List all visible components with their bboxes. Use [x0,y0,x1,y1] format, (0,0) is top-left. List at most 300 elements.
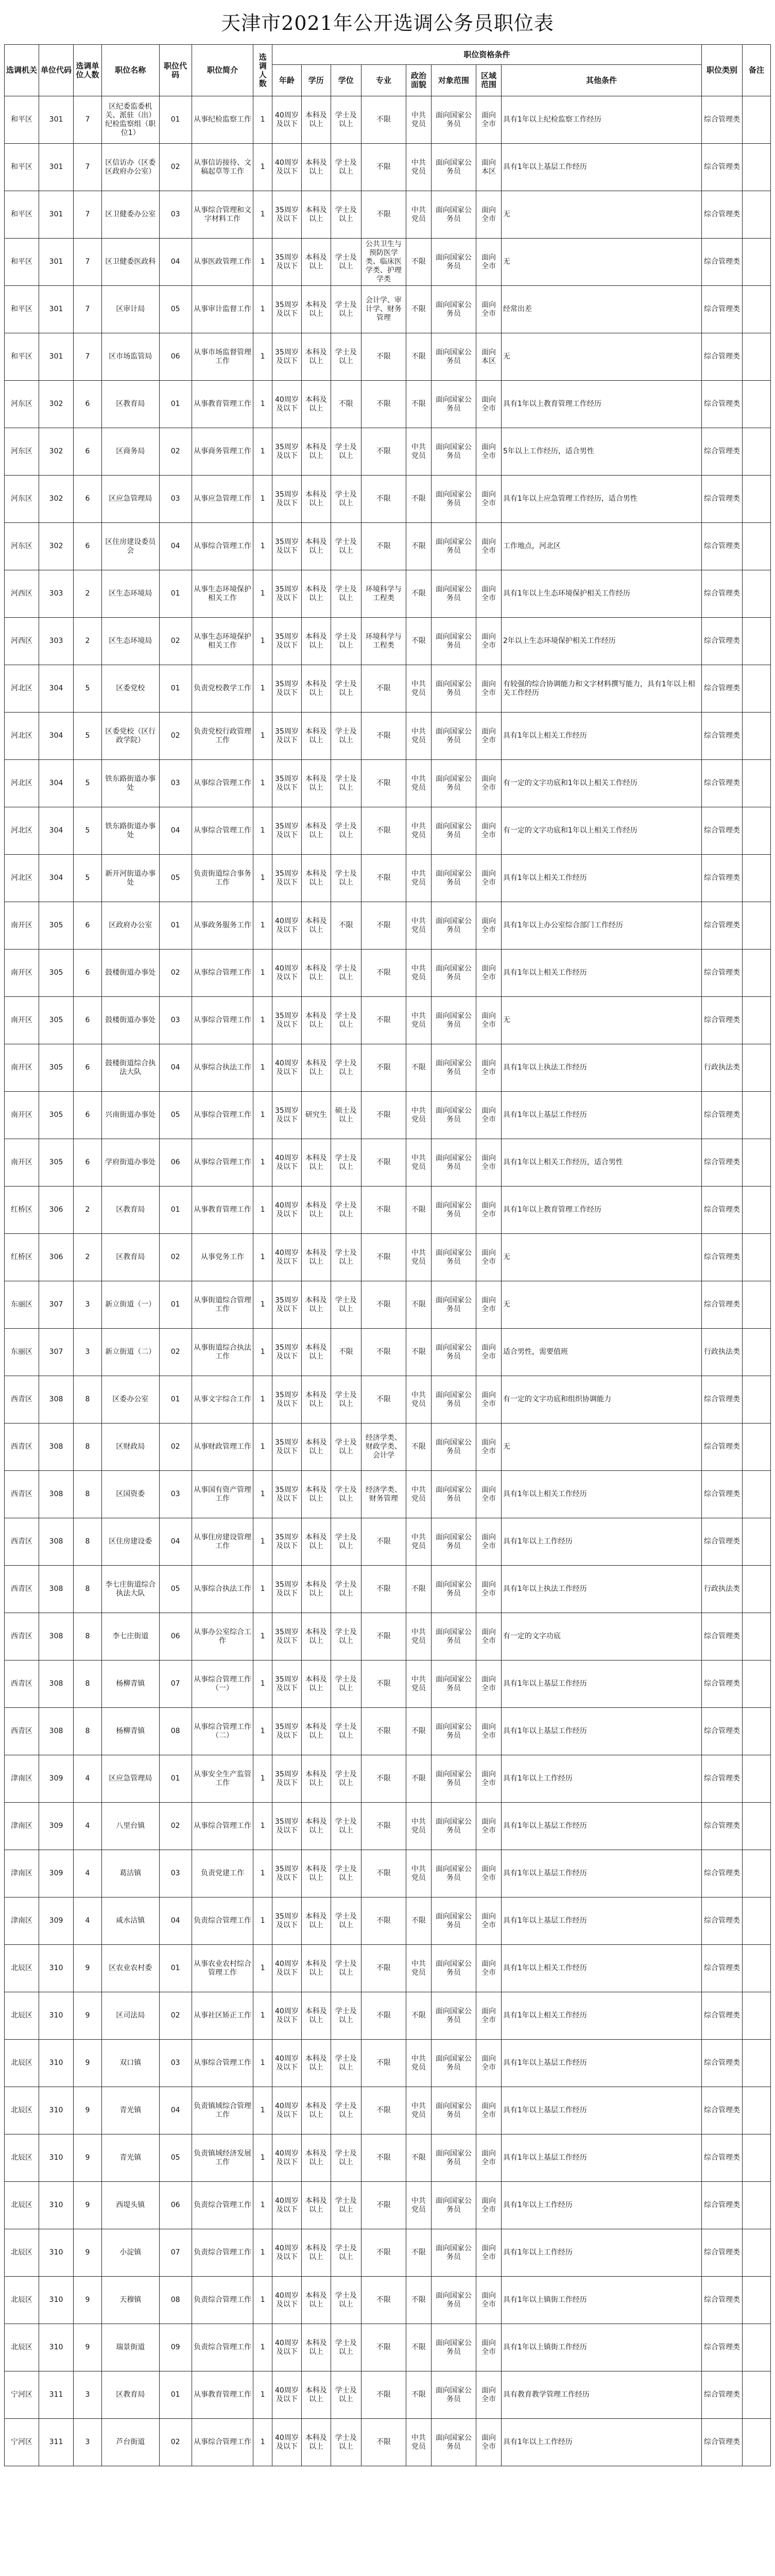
cell-other: 具有1年以上相关工作经历 [501,855,701,902]
cell-other: 无 [501,239,701,286]
cell-degree: 学士及以上 [331,1281,361,1329]
cell-post-code: 07 [159,1660,192,1708]
cell-unit-code: 301 [39,333,74,381]
cell-category: 综合管理类 [701,1897,742,1945]
cell-major: 不限 [361,1850,406,1897]
cell-region: 面向全市 [476,1850,502,1897]
cell-post-desc: 从事应急管理工作 [192,476,253,523]
cell-post-desc: 负责综合管理工作 [192,2277,253,2324]
cell-plan: 1 [253,96,272,144]
cell-other: 具有1年以上相关工作经历 [501,1471,701,1518]
cell-political: 不限 [406,523,432,570]
cell-other: 经常出差 [501,286,701,333]
cell-target: 面向国家公务员 [431,1897,476,1945]
cell-post-desc: 从事综合管理工作 [192,760,253,807]
cell-age: 35周岁及以下 [272,1471,302,1518]
cell-degree: 学士及以上 [331,807,361,855]
cell-political: 中共党员 [406,191,432,239]
cell-target: 面向国家公务员 [431,239,476,286]
cell-degree: 学士及以上 [331,1518,361,1566]
cell-unit-count: 7 [74,191,102,239]
cell-remark [743,997,771,1044]
cell-post-desc: 从事综合管理工作 [192,2419,253,2466]
cell-agency: 津南区 [5,1897,39,1945]
cell-target: 面向国家公务员 [431,1566,476,1613]
cell-post-name: 区住房建设委 [101,1518,159,1566]
cell-remark [743,1803,771,1850]
cell-post-code: 01 [159,1755,192,1803]
cell-plan: 1 [253,2087,272,2134]
cell-post-code: 01 [159,665,192,713]
cell-post-name: 瑞景街道 [101,2324,159,2371]
cell-education: 本科及以上 [301,665,331,713]
cell-degree: 学士及以上 [331,2371,361,2419]
cell-post-desc: 从事综合管理和文字材料工作 [192,191,253,239]
cell-major: 不限 [361,2182,406,2229]
cell-post-name: 葛沽镇 [101,1850,159,1897]
cell-category: 综合管理类 [701,1850,742,1897]
cell-post-code: 02 [159,713,192,760]
cell-target: 面向国家公务员 [431,1945,476,1992]
cell-remark [743,2371,771,2419]
cell-age: 35周岁及以下 [272,665,302,713]
table-row [5,997,771,1044]
cell-other: 具有1年以上镇街工作经历 [501,2277,701,2324]
table-row [5,2324,771,2371]
cell-degree: 学士及以上 [331,1423,361,1471]
cell-plan: 1 [253,1992,272,2040]
table-row [5,713,771,760]
cell-major: 不限 [361,1945,406,1992]
cell-post-code: 06 [159,333,192,381]
cell-age: 40周岁及以下 [272,1234,302,1281]
cell-unit-count: 6 [74,428,102,476]
table-row [5,2182,771,2229]
cell-post-name: 天穆镇 [101,2277,159,2324]
cell-political: 不限 [406,2371,432,2419]
cell-category: 综合管理类 [701,1471,742,1518]
cell-unit-code: 307 [39,1329,74,1376]
cell-post-code: 02 [159,144,192,191]
cell-remark [743,1850,771,1897]
table-body [5,96,771,2466]
cell-unit-code: 308 [39,1376,74,1423]
cell-education: 本科及以上 [301,570,331,618]
cell-target: 面向国家公务员 [431,191,476,239]
cell-other: 无 [501,997,701,1044]
cell-post-name: 区应急管理局 [101,476,159,523]
cell-other: 具有教育教学管理工作经历 [501,2371,701,2419]
cell-other: 5年以上工作经历，适合男性 [501,428,701,476]
cell-major: 不限 [361,997,406,1044]
cell-unit-count: 9 [74,2324,102,2371]
cell-target: 面向国家公务员 [431,476,476,523]
cell-unit-count: 5 [74,665,102,713]
cell-degree: 学士及以上 [331,760,361,807]
cell-region: 面向全市 [476,1613,502,1660]
cell-plan: 1 [253,333,272,381]
cell-post-desc: 负责党校教学工作 [192,665,253,713]
cell-target: 面向国家公务员 [431,1850,476,1897]
table-row [5,1992,771,2040]
cell-post-name: 区教育局 [101,1187,159,1234]
cell-post-desc: 从事综合管理工作 [192,997,253,1044]
cell-degree: 学士及以上 [331,1613,361,1660]
cell-unit-code: 301 [39,239,74,286]
cell-unit-count: 8 [74,1708,102,1755]
cell-other: 具有1年以上应急管理工作经历，适合男性 [501,476,701,523]
cell-unit-count: 6 [74,476,102,523]
cell-remark [743,1281,771,1329]
cell-unit-code: 305 [39,1139,74,1187]
cell-target: 面向国家公务员 [431,1044,476,1092]
table-row [5,1850,771,1897]
cell-unit-count: 4 [74,1897,102,1945]
cell-post-code: 02 [159,1234,192,1281]
cell-post-name: 杨柳青镇 [101,1708,159,1755]
cell-education: 本科及以上 [301,950,331,997]
cell-age: 40周岁及以下 [272,2182,302,2229]
cell-degree: 学士及以上 [331,1471,361,1518]
cell-post-desc: 从事市场监督管理工作 [192,333,253,381]
cell-age: 40周岁及以下 [272,2324,302,2371]
cell-category: 综合管理类 [701,286,742,333]
cell-category: 综合管理类 [701,1518,742,1566]
cell-political: 不限 [406,381,432,428]
cell-post-desc: 从事综合管理工作 [192,1803,253,1850]
cell-remark [743,713,771,760]
cell-post-desc: 从事商务管理工作 [192,428,253,476]
cell-remark [743,381,771,428]
table-row [5,2419,771,2466]
cell-unit-code: 308 [39,1660,74,1708]
cell-category: 综合管理类 [701,1613,742,1660]
cell-category: 综合管理类 [701,1234,742,1281]
table-row [5,1423,771,1471]
cell-other: 有一定的文字功底和1年以上相关工作经历 [501,760,701,807]
cell-remark [743,2134,771,2182]
cell-plan: 1 [253,191,272,239]
cell-post-name: 咸水沽镇 [101,1897,159,1945]
cell-remark [743,428,771,476]
cell-degree: 学士及以上 [331,1234,361,1281]
table-row [5,191,771,239]
header-post-code: 职位代码 [159,45,192,96]
cell-political: 不限 [406,1329,432,1376]
cell-degree: 学士及以上 [331,950,361,997]
cell-major: 不限 [361,760,406,807]
cell-region: 面向全市 [476,2371,502,2419]
cell-age: 40周岁及以下 [272,950,302,997]
cell-major: 不限 [361,2040,406,2087]
cell-region: 面向全市 [476,2229,502,2277]
cell-major: 不限 [361,1992,406,2040]
cell-category: 行政执法类 [701,1566,742,1613]
cell-post-code: 03 [159,2040,192,2087]
header-region: 区域范围 [476,65,502,96]
cell-degree: 硕士及以上 [331,1092,361,1139]
cell-unit-code: 304 [39,760,74,807]
cell-post-name: 区卫健委医政科 [101,239,159,286]
cell-degree: 学士及以上 [331,1187,361,1234]
cell-post-name: 鼓楼街道办事处 [101,997,159,1044]
cell-political: 中共党员 [406,2087,432,2134]
cell-remark [743,902,771,950]
cell-political: 不限 [406,618,432,665]
cell-major: 不限 [361,1329,406,1376]
cell-plan: 1 [253,1092,272,1139]
table-row [5,144,771,191]
cell-post-code: 03 [159,476,192,523]
cell-region: 面向全市 [476,618,502,665]
cell-post-code: 04 [159,523,192,570]
cell-plan: 1 [253,1187,272,1234]
document-title: 天津市2021年公开选调公务员职位表 [221,12,554,35]
cell-degree: 学士及以上 [331,855,361,902]
cell-plan: 1 [253,1897,272,1945]
cell-plan: 1 [253,902,272,950]
cell-political: 不限 [406,476,432,523]
cell-education: 本科及以上 [301,1044,331,1092]
table-header-row [5,45,771,65]
cell-region: 面向全市 [476,381,502,428]
cell-political: 中共党员 [406,807,432,855]
cell-region: 面向全市 [476,1945,502,1992]
cell-post-desc: 从事教育管理工作 [192,2371,253,2419]
cell-education: 本科及以上 [301,2419,331,2466]
cell-political: 不限 [406,239,432,286]
cell-major: 不限 [361,855,406,902]
cell-unit-code: 305 [39,1092,74,1139]
cell-agency: 河西区 [5,570,39,618]
cell-plan: 1 [253,1613,272,1660]
header-age: 年龄 [272,65,302,96]
cell-other: 具有1年以上基层工作经历 [501,2087,701,2134]
cell-unit-code: 305 [39,997,74,1044]
cell-age: 40周岁及以下 [272,1992,302,2040]
cell-age: 40周岁及以下 [272,902,302,950]
cell-education: 本科及以上 [301,1992,331,2040]
cell-education: 本科及以上 [301,2087,331,2134]
cell-category: 综合管理类 [701,381,742,428]
cell-post-desc: 从事国有资产管理工作 [192,1471,253,1518]
cell-degree: 学士及以上 [331,1376,361,1423]
cell-remark [743,1566,771,1613]
cell-plan: 1 [253,523,272,570]
cell-major: 不限 [361,1755,406,1803]
cell-remark [743,807,771,855]
cell-major: 不限 [361,1187,406,1234]
cell-region: 面向全市 [476,2419,502,2466]
cell-degree: 学士及以上 [331,2040,361,2087]
cell-remark [743,1092,771,1139]
cell-unit-code: 309 [39,1850,74,1897]
cell-age: 40周岁及以下 [272,381,302,428]
cell-education: 本科及以上 [301,523,331,570]
cell-major: 不限 [361,1518,406,1566]
cell-target: 面向国家公务员 [431,1139,476,1187]
cell-unit-count: 2 [74,1234,102,1281]
cell-remark [743,1992,771,2040]
cell-other: 具有1年以上工作经历 [501,1755,701,1803]
cell-post-name: 双口镇 [101,2040,159,2087]
cell-category: 综合管理类 [701,1139,742,1187]
cell-plan: 1 [253,1329,272,1376]
cell-agency: 西青区 [5,1613,39,1660]
cell-post-desc: 负责综合管理工作 [192,1897,253,1945]
cell-unit-code: 301 [39,144,74,191]
cell-post-name: 区财政局 [101,1423,159,1471]
table-row [5,1566,771,1613]
cell-region: 面向本区 [476,333,502,381]
cell-unit-count: 2 [74,570,102,618]
cell-degree: 不限 [331,902,361,950]
cell-political: 不限 [406,1755,432,1803]
cell-unit-code: 304 [39,807,74,855]
cell-post-name: 八里台镇 [101,1803,159,1850]
cell-degree: 学士及以上 [331,618,361,665]
cell-remark [743,191,771,239]
cell-post-desc: 负责综合管理工作 [192,2182,253,2229]
cell-degree: 学士及以上 [331,997,361,1044]
cell-major: 不限 [361,950,406,997]
cell-unit-count: 4 [74,1803,102,1850]
cell-region: 面向全市 [476,2182,502,2229]
cell-post-name: 学府街道办事处 [101,1139,159,1187]
cell-target: 面向国家公务员 [431,1803,476,1850]
cell-post-name: 区商务局 [101,428,159,476]
cell-political: 中共党员 [406,1234,432,1281]
cell-unit-code: 303 [39,618,74,665]
cell-target: 面向国家公务员 [431,96,476,144]
cell-degree: 学士及以上 [331,2277,361,2324]
cell-political: 不限 [406,333,432,381]
cell-region: 面向全市 [476,2277,502,2324]
cell-other: 具有1年以上基层工作经历 [501,1092,701,1139]
table-row [5,1234,771,1281]
table-row [5,1803,771,1850]
cell-target: 面向国家公务员 [431,1518,476,1566]
cell-political: 中共党员 [406,1945,432,1992]
cell-region: 面向全市 [476,1423,502,1471]
cell-post-code: 04 [159,2087,192,2134]
cell-post-desc: 从事街道综合管理工作 [192,1281,253,1329]
cell-agency: 北辰区 [5,2324,39,2371]
cell-age: 40周岁及以下 [272,2087,302,2134]
cell-education: 本科及以上 [301,191,331,239]
cell-education: 本科及以上 [301,1376,331,1423]
cell-post-desc: 负责综合管理工作 [192,2229,253,2277]
table-row [5,855,771,902]
cell-degree: 学士及以上 [331,1708,361,1755]
cell-education: 本科及以上 [301,2229,331,2277]
cell-remark [743,2087,771,2134]
header-category: 职位类别 [701,45,742,96]
cell-region: 面向全市 [476,286,502,333]
cell-post-name: 区委办公室 [101,1376,159,1423]
cell-target: 面向国家公务员 [431,428,476,476]
table-row [5,1281,771,1329]
cell-other: 具有1年以上基层工作经历 [501,1660,701,1708]
cell-political: 不限 [406,570,432,618]
cell-post-code: 02 [159,1329,192,1376]
cell-remark [743,523,771,570]
cell-other: 适合男性，需要值班 [501,1329,701,1376]
table-row [5,2229,771,2277]
cell-post-desc: 从事综合管理工作 [192,1092,253,1139]
cell-education: 本科及以上 [301,760,331,807]
cell-age: 40周岁及以下 [272,2040,302,2087]
cell-education: 本科及以上 [301,381,331,428]
cell-plan: 1 [253,1850,272,1897]
cell-education: 本科及以上 [301,997,331,1044]
cell-agency: 南开区 [5,997,39,1044]
cell-unit-count: 4 [74,1755,102,1803]
cell-political: 中共党员 [406,1092,432,1139]
cell-age: 35周岁及以下 [272,1897,302,1945]
cell-education: 本科及以上 [301,1139,331,1187]
cell-region: 面向全市 [476,2087,502,2134]
cell-post-code: 01 [159,96,192,144]
cell-post-code: 04 [159,1044,192,1092]
cell-remark [743,1471,771,1518]
cell-education: 本科及以上 [301,239,331,286]
cell-unit-code: 310 [39,2182,74,2229]
cell-education: 本科及以上 [301,144,331,191]
cell-region: 面向全市 [476,1044,502,1092]
cell-post-code: 05 [159,1092,192,1139]
cell-category: 综合管理类 [701,855,742,902]
cell-post-name: 区国资委 [101,1471,159,1518]
cell-target: 面向国家公务员 [431,760,476,807]
cell-unit-code: 308 [39,1708,74,1755]
cell-category: 综合管理类 [701,2040,742,2087]
cell-target: 面向国家公务员 [431,333,476,381]
cell-target: 面向国家公务员 [431,618,476,665]
table-row [5,1471,771,1518]
cell-post-code: 05 [159,2134,192,2182]
cell-region: 面向全市 [476,1376,502,1423]
cell-agency: 北辰区 [5,2040,39,2087]
cell-other: 工作地点，河北区 [501,523,701,570]
cell-target: 面向国家公务员 [431,855,476,902]
cell-region: 面向全市 [476,1660,502,1708]
cell-education: 本科及以上 [301,2040,331,2087]
cell-category: 综合管理类 [701,1945,742,1992]
cell-target: 面向国家公务员 [431,807,476,855]
table-row [5,570,771,618]
cell-political: 中共党员 [406,1660,432,1708]
cell-degree: 学士及以上 [331,523,361,570]
cell-major: 公共卫生与预防医学类、临床医学类、护理学类 [361,239,406,286]
cell-political: 不限 [406,1566,432,1613]
cell-major: 不限 [361,1566,406,1613]
cell-post-name: 区教育局 [101,381,159,428]
cell-major: 不限 [361,807,406,855]
cell-post-code: 01 [159,381,192,428]
cell-education: 本科及以上 [301,1613,331,1660]
cell-education: 本科及以上 [301,902,331,950]
cell-other: 具有1年以上工作经历 [501,2229,701,2277]
cell-post-desc: 从事综合管理工作 [192,1139,253,1187]
cell-major: 不限 [361,2229,406,2277]
cell-remark [743,855,771,902]
cell-region: 面向全市 [476,1803,502,1850]
cell-age: 40周岁及以下 [272,2371,302,2419]
cell-degree: 学士及以上 [331,1897,361,1945]
cell-post-name: 兴南街道办事处 [101,1092,159,1139]
cell-age: 35周岁及以下 [272,713,302,760]
